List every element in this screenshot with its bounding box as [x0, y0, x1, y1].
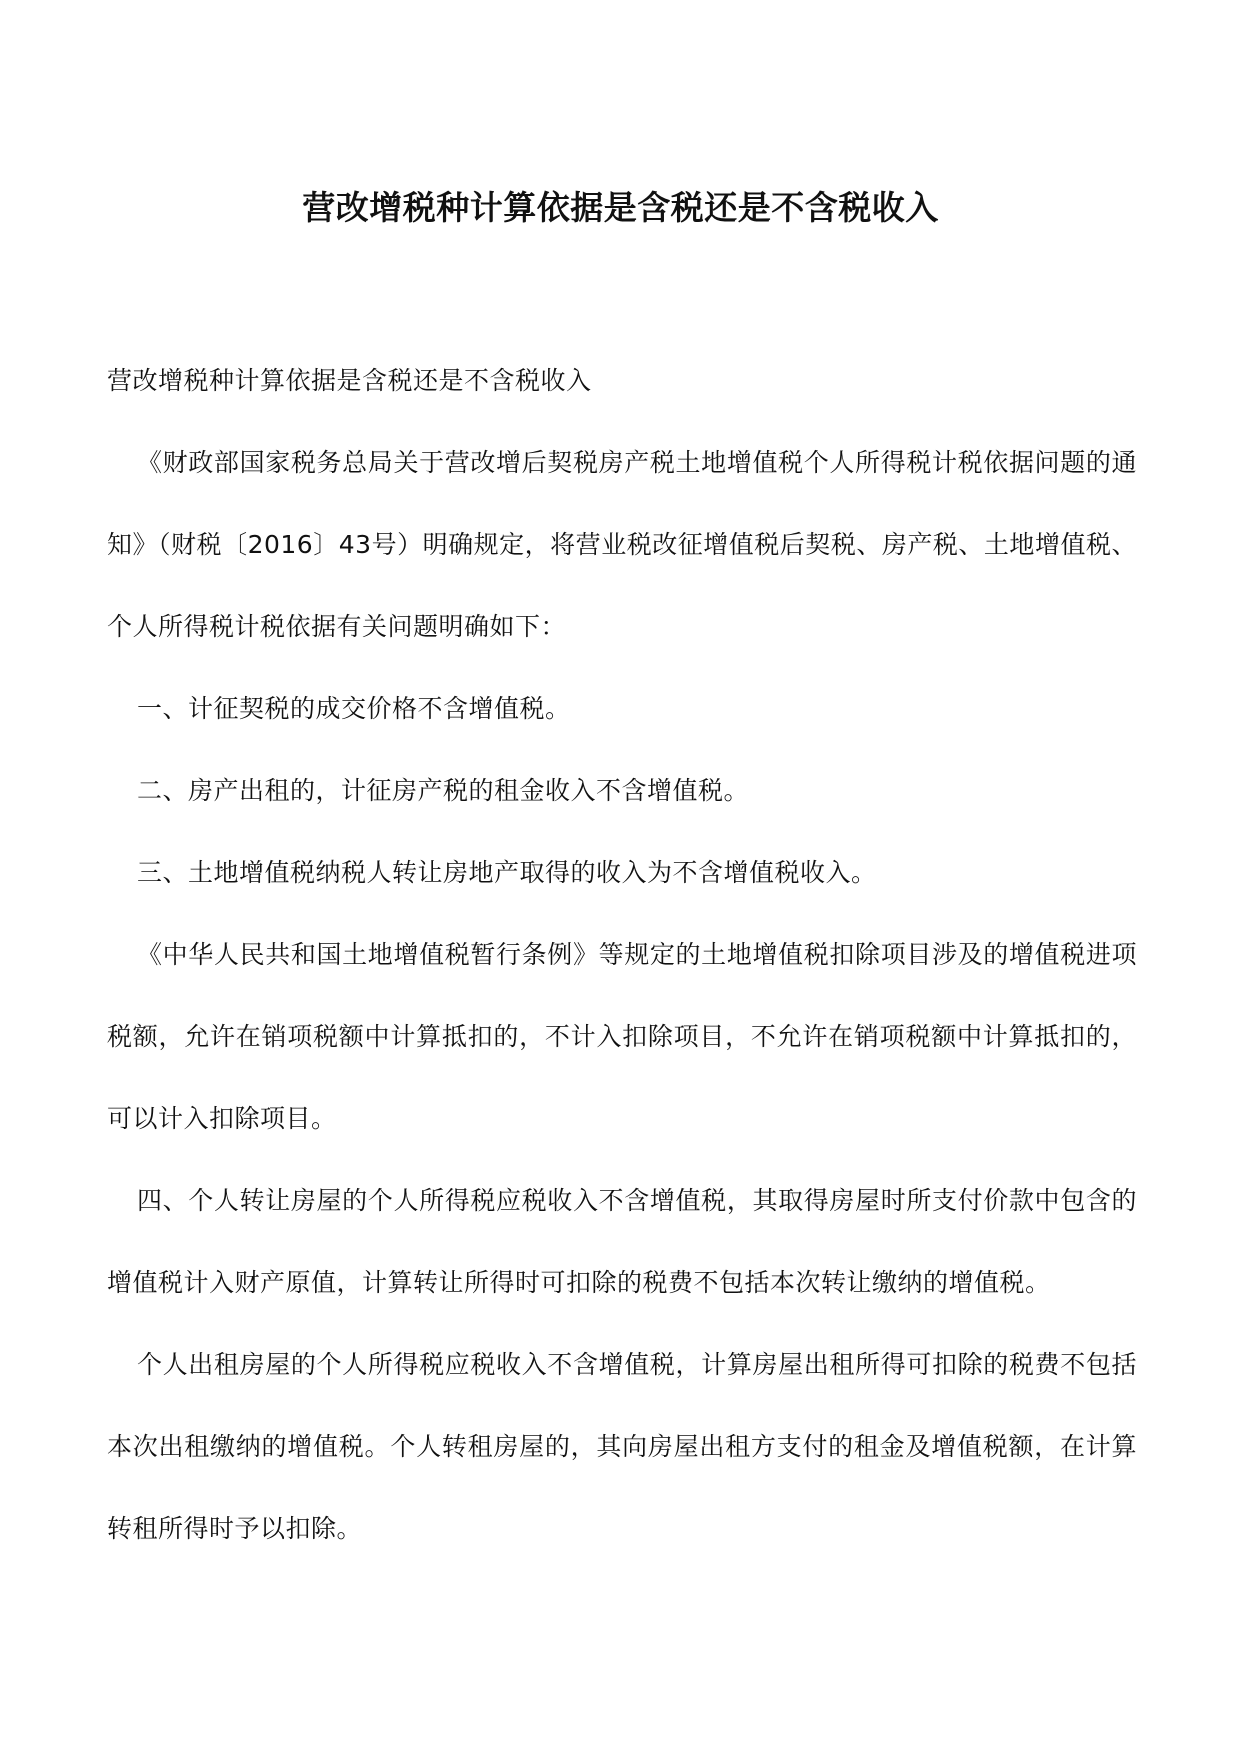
paragraph-notice: 《财政部国家税务总局关于营改增后契税房产税土地增值税个人所得税计税依据问题的通知》（财税〔2016〕43号）明确规定，将营业税改征增值税后契税、房产税、土地增值税、个人所得税计税依据有关问题明确如下： [107, 448, 1137, 641]
paragraph-rental: 个人出租房屋的个人所得税应税收入不含增值税，计算房屋出租所得可扣除的税费不包括本次出租缴纳的增值税。个人转租房屋的，其向房屋出租方支付的租金及增值税额，在计算转租所得时予以扣除。 [107, 1350, 1137, 1543]
paragraph-subtitle: 营改增税种计算依据是含税还是不含税收入 [107, 366, 592, 395]
paragraph-item-2: 二、房产出租的，计征房产税的租金收入不含增值税。 [137, 776, 750, 805]
document-body [107, 340, 1137, 1570]
paragraph-item-4: 四、个人转让房屋的个人所得税应税收入不含增值税，其取得房屋时所支付价款中包含的增值税计入财产原值，计算转让所得时可扣除的税费不包括本次转让缴纳的增值税。 [107, 1186, 1137, 1297]
document-title: 营改增税种计算依据是含税还是不含税收入 [302, 188, 939, 228]
paragraph-deduction: 《中华人民共和国土地增值税暂行条例》等规定的土地增值税扣除项目涉及的增值税进项税额，允许在销项税额中计算抵扣的，不计入扣除项目，不允许在销项税额中计算抵扣的，可以计入扣除项目。 [107, 940, 1137, 1133]
paragraph-item-3: 三、土地增值税纳税人转让房地产取得的收入为不含增值税收入。 [137, 858, 877, 887]
paragraph-item-1: 一、计征契税的成交价格不含增值税。 [137, 694, 571, 723]
